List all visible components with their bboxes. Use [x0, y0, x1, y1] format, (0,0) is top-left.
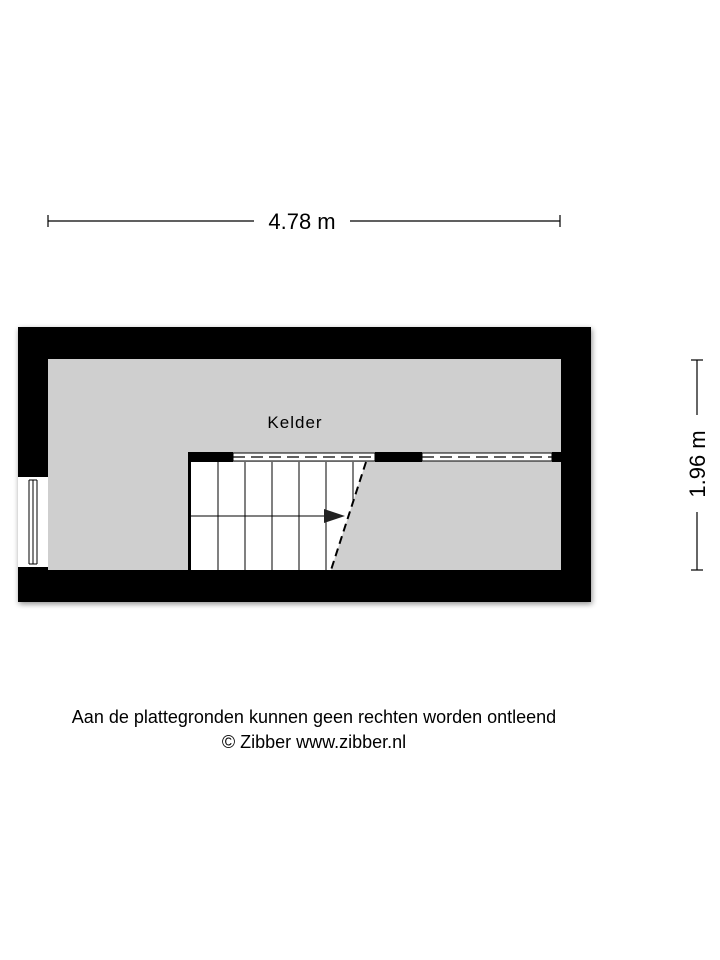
disclaimer-text: Aan de plattegronden kunnen geen rechten worden ontleend — [71, 707, 557, 727]
copyright-text: © Zibber www.zibber.nl — [221, 732, 407, 752]
height-dimension — [685, 360, 710, 570]
height-label: 1.96 m — [685, 430, 710, 498]
railing-right — [422, 453, 552, 461]
room-label-kelder: Kelder — [267, 413, 323, 432]
width-label: 4.78 m — [268, 209, 336, 234]
railing-left — [233, 453, 375, 461]
width-dimension — [48, 209, 560, 234]
window-left — [18, 477, 48, 567]
